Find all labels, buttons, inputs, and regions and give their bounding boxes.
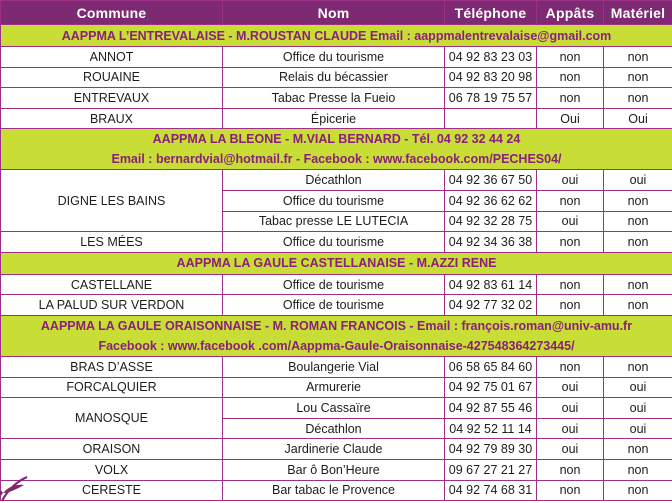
cell-materiel: non xyxy=(604,459,672,480)
header-commune: Commune xyxy=(1,1,223,25)
cell-nom: Office de tourisme xyxy=(223,274,445,295)
header-materiel: Matériel xyxy=(604,1,672,25)
cell-telephone: 04 92 74 68 31 xyxy=(445,480,537,501)
table-row xyxy=(1,47,672,68)
cell-appats: non xyxy=(537,459,604,480)
cell-telephone: 06 58 65 84 60 xyxy=(445,356,537,377)
cell-materiel: non xyxy=(604,274,672,295)
cell-nom: Jardinerie Claude xyxy=(223,439,445,460)
cell-appats: Oui xyxy=(537,108,604,129)
table-row xyxy=(1,88,672,109)
cell-commune: DIGNE LES BAINS xyxy=(1,170,223,232)
table-row xyxy=(1,295,672,316)
header-telephone: Téléphone xyxy=(445,1,537,25)
cell-telephone xyxy=(445,108,537,129)
group-title xyxy=(1,25,672,47)
table-row xyxy=(1,232,672,253)
group-row xyxy=(1,252,672,274)
cell-telephone: 04 92 77 32 02 xyxy=(445,295,537,316)
cell-appats: non xyxy=(537,295,604,316)
cell-nom: Office du tourisme xyxy=(223,232,445,253)
cell-materiel: non xyxy=(604,439,672,460)
cell-commune: BRAUX xyxy=(1,108,223,129)
cell-materiel: non xyxy=(604,295,672,316)
cell-appats: non xyxy=(537,88,604,109)
cell-telephone: 04 92 36 62 62 xyxy=(445,190,537,211)
table-row xyxy=(1,67,672,88)
cell-nom: Armurerie xyxy=(223,377,445,398)
cell-commune: LA PALUD SUR VERDON xyxy=(1,295,223,316)
cell-telephone: 04 92 34 36 38 xyxy=(445,232,537,253)
cell-nom: Office du tourisme xyxy=(223,47,445,68)
cell-telephone: 04 92 75 01 67 xyxy=(445,377,537,398)
cell-telephone: 04 92 79 89 30 xyxy=(445,439,537,460)
cell-nom: Relais du bécassier xyxy=(223,67,445,88)
table-row xyxy=(1,459,672,480)
cell-appats: oui xyxy=(537,418,604,439)
group-title xyxy=(1,129,672,170)
cell-telephone: 04 92 32 28 75 xyxy=(445,211,537,232)
cell-appats: oui xyxy=(537,170,604,191)
cell-appats: non xyxy=(537,356,604,377)
cell-nom: Office du tourisme xyxy=(223,190,445,211)
cell-appats: oui xyxy=(537,398,604,419)
group-line: AAPPMA L’ENTREVALAISE - M.ROUSTAN CLAUDE Email : aappmalentrevalaise@gmail.com xyxy=(61,28,612,43)
cell-commune: ANNOT xyxy=(1,47,223,68)
cell-materiel: non xyxy=(604,480,672,501)
cell-materiel: oui xyxy=(604,418,672,439)
cell-commune: ENTREVAUX xyxy=(1,88,223,109)
cell-nom: Épicerie xyxy=(223,108,445,129)
group-row xyxy=(1,129,672,170)
cell-commune: LES MÉES xyxy=(1,232,223,253)
cell-commune: ROUAINE xyxy=(1,67,223,88)
cell-appats: non xyxy=(537,274,604,295)
group-line: Email : bernardvial@hotmail.fr - Facebook : www.facebook.com/PECHES04/ xyxy=(111,152,562,167)
cell-materiel: non xyxy=(604,211,672,232)
cell-telephone: 04 92 52 11 14 xyxy=(445,418,537,439)
cell-appats: non xyxy=(537,47,604,68)
table-row xyxy=(1,108,672,129)
cell-appats: non xyxy=(537,232,604,253)
cell-nom: Bar ô Bon’Heure xyxy=(223,459,445,480)
table-row xyxy=(1,480,672,501)
table-row xyxy=(1,398,672,419)
cell-materiel: non xyxy=(604,67,672,88)
cell-nom: Tabac Presse la Fueio xyxy=(223,88,445,109)
cell-commune: CASTELLANE xyxy=(1,274,223,295)
cell-materiel: oui xyxy=(604,170,672,191)
cell-materiel: oui xyxy=(604,398,672,419)
group-title xyxy=(1,315,672,356)
cell-nom: Bar tabac le Provence xyxy=(223,480,445,501)
cell-commune: BRAS D’ASSE xyxy=(1,356,223,377)
cell-materiel: non xyxy=(604,47,672,68)
cell-telephone: 04 92 83 61 14 xyxy=(445,274,537,295)
table-row xyxy=(1,356,672,377)
cell-commune: MANOSQUE xyxy=(1,398,223,439)
cell-appats: oui xyxy=(537,211,604,232)
cell-materiel: non xyxy=(604,88,672,109)
cell-telephone: 04 92 83 23 03 xyxy=(445,47,537,68)
cell-nom: Office de tourisme xyxy=(223,295,445,316)
cell-appats: non xyxy=(537,480,604,501)
header-row xyxy=(1,1,672,25)
table-row xyxy=(1,439,672,460)
cell-telephone: 06 78 19 75 57 xyxy=(445,88,537,109)
cell-nom: Décathlon xyxy=(223,170,445,191)
header-appats: Appâts xyxy=(537,1,604,25)
cell-appats: oui xyxy=(537,377,604,398)
cell-appats: non xyxy=(537,190,604,211)
table-row xyxy=(1,377,672,398)
cell-materiel: non xyxy=(604,190,672,211)
cell-nom: Lou Cassaïre xyxy=(223,398,445,419)
cell-nom: Boulangerie Vial xyxy=(223,356,445,377)
fish-logo-icon xyxy=(0,471,28,503)
cell-telephone: 09 67 27 21 27 xyxy=(445,459,537,480)
table-row xyxy=(1,170,672,191)
cell-commune: VOLX xyxy=(1,459,223,480)
cell-commune: FORCALQUIER xyxy=(1,377,223,398)
cell-materiel: non xyxy=(604,232,672,253)
cell-appats: oui xyxy=(537,439,604,460)
cell-nom: Tabac presse LE LUTECIA xyxy=(223,211,445,232)
cell-materiel: oui xyxy=(604,377,672,398)
cell-appats: non xyxy=(537,67,604,88)
cell-telephone: 04 92 83 20 98 xyxy=(445,67,537,88)
cell-materiel: Oui xyxy=(604,108,672,129)
group-row xyxy=(1,315,672,356)
cell-telephone: 04 92 87 55 46 xyxy=(445,398,537,419)
cell-materiel: non xyxy=(604,356,672,377)
cell-commune: ORAISON xyxy=(1,439,223,460)
header-nom: Nom xyxy=(223,1,445,25)
group-line: AAPPMA LA BLEONE - M.VIAL BERNARD - Tél. 04 92 32 44 24 xyxy=(152,132,521,147)
cell-commune: CERESTE xyxy=(1,480,223,501)
group-line: AAPPMA LA GAULE CASTELLANAISE - M.AZZI RENE xyxy=(176,256,497,271)
cell-nom: Décathlon xyxy=(223,418,445,439)
table-row xyxy=(1,274,672,295)
cell-telephone: 04 92 36 67 50 xyxy=(445,170,537,191)
group-line: AAPPMA LA GAULE ORAISONNAISE - M. ROMAN FRANCOIS - Email : françois.roman@univ-amu.fr xyxy=(40,318,633,333)
group-title xyxy=(1,252,672,274)
group-row xyxy=(1,25,672,47)
group-line: Facebook : www.facebook .com/Aappma-Gaule-Oraisonnaise-427548364273445/ xyxy=(98,338,575,353)
